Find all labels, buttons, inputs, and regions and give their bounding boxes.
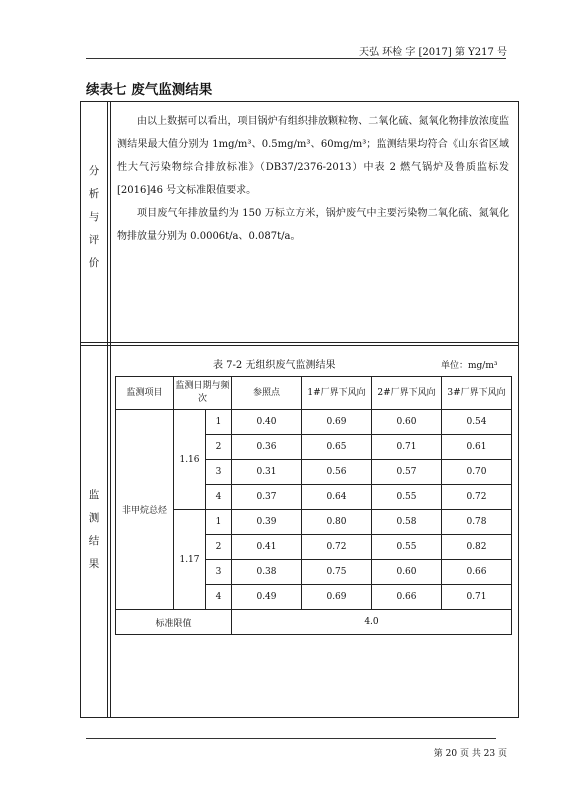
header-cell: 监测项目 bbox=[116, 377, 174, 410]
table-header-row bbox=[116, 377, 512, 410]
analysis-paragraph: 项目废气年排放量约为 150 万标立方米，锅炉废气中主要污染物二氧化硫、氮氧化物排放量分别为 0.0006t/a、0.087t/a。 bbox=[117, 208, 509, 242]
site3-value-cell: 0.54 bbox=[442, 410, 512, 435]
limit-value-cell: 4.0 bbox=[232, 610, 512, 635]
section-title: 续表七 废气监测结果 bbox=[86, 82, 213, 98]
frequency-cell: 4 bbox=[206, 585, 232, 610]
results-section-label bbox=[81, 484, 107, 576]
site3-value-cell: 0.82 bbox=[442, 535, 512, 560]
site3-value-cell: 0.78 bbox=[442, 510, 512, 535]
header-cell: 参照点 bbox=[232, 377, 302, 410]
monitoring-table bbox=[115, 376, 512, 635]
site2-value-cell: 0.57 bbox=[372, 460, 442, 485]
label-char: 析 bbox=[88, 188, 100, 200]
header-cell: 3#厂界下风向 bbox=[442, 377, 512, 410]
site3-value-cell: 0.72 bbox=[442, 485, 512, 510]
table-row bbox=[116, 410, 512, 435]
table-unit: 单位：mg/m³ bbox=[441, 361, 498, 371]
header-divider bbox=[86, 58, 506, 59]
document-reference-number: 天弘 环检 字 [2017] 第 Y217 号 bbox=[358, 47, 507, 58]
header-cell: 2#厂界下风向 bbox=[372, 377, 442, 410]
analysis-text bbox=[117, 110, 509, 248]
date-cell: 1.17 bbox=[174, 510, 206, 610]
site1-value-cell: 0.65 bbox=[302, 435, 372, 460]
reference-value-cell: 0.40 bbox=[232, 410, 302, 435]
standard-limit-row bbox=[116, 610, 512, 635]
site3-value-cell: 0.61 bbox=[442, 435, 512, 460]
frequency-cell: 1 bbox=[206, 510, 232, 535]
site1-value-cell: 0.69 bbox=[302, 585, 372, 610]
header-cell: 1#厂界下风向 bbox=[302, 377, 372, 410]
frequency-cell: 1 bbox=[206, 410, 232, 435]
site2-value-cell: 0.55 bbox=[372, 485, 442, 510]
label-char: 果 bbox=[88, 558, 100, 570]
site1-value-cell: 0.69 bbox=[302, 410, 372, 435]
reference-value-cell: 0.31 bbox=[232, 460, 302, 485]
analysis-section-label bbox=[81, 160, 107, 275]
frequency-cell: 3 bbox=[206, 460, 232, 485]
analysis-paragraph: 由以上数据可以看出，项目锅炉有组织排放颗粒物、二氧化硫、氮氧化物排放浓度监测结果最大值分别为 1mg/m³、0.5mg/m³、60mg/m³；监测结果均符合《山东省区域性大气污染物综合排放标准》（DB37/2376-2013）中表 2 燃气锅炉及鲁质监标发[2016]46 号文标准限值要求。 bbox=[117, 116, 509, 196]
label-char: 结 bbox=[88, 535, 100, 547]
site3-value-cell: 0.66 bbox=[442, 560, 512, 585]
reference-value-cell: 0.41 bbox=[232, 535, 302, 560]
item-name-cell: 非甲烷总烃 bbox=[116, 410, 174, 610]
limit-label-cell: 标准限值 bbox=[116, 610, 232, 635]
site1-value-cell: 0.80 bbox=[302, 510, 372, 535]
reference-value-cell: 0.37 bbox=[232, 485, 302, 510]
reference-value-cell: 0.36 bbox=[232, 435, 302, 460]
reference-value-cell: 0.39 bbox=[232, 510, 302, 535]
site2-value-cell: 0.58 bbox=[372, 510, 442, 535]
table-row bbox=[116, 510, 512, 535]
site1-value-cell: 0.56 bbox=[302, 460, 372, 485]
site2-value-cell: 0.71 bbox=[372, 435, 442, 460]
site3-value-cell: 0.71 bbox=[442, 585, 512, 610]
site2-value-cell: 0.60 bbox=[372, 560, 442, 585]
site2-value-cell: 0.66 bbox=[372, 585, 442, 610]
frequency-cell: 4 bbox=[206, 485, 232, 510]
frequency-cell: 2 bbox=[206, 435, 232, 460]
site2-value-cell: 0.55 bbox=[372, 535, 442, 560]
label-char: 价 bbox=[88, 257, 100, 269]
label-char: 测 bbox=[88, 512, 100, 524]
reference-value-cell: 0.38 bbox=[232, 560, 302, 585]
page-number: 第 20 页 共 23 页 bbox=[433, 749, 507, 759]
label-char: 与 bbox=[88, 211, 100, 223]
site3-value-cell: 0.70 bbox=[442, 460, 512, 485]
label-char: 监 bbox=[88, 489, 100, 501]
site1-value-cell: 0.72 bbox=[302, 535, 372, 560]
site1-value-cell: 0.75 bbox=[302, 560, 372, 585]
frame-divider-vertical-inner bbox=[110, 102, 111, 717]
reference-value-cell: 0.49 bbox=[232, 585, 302, 610]
frame-divider-horizontal bbox=[81, 342, 518, 343]
report-frame bbox=[80, 101, 519, 718]
frequency-cell: 3 bbox=[206, 560, 232, 585]
header-cell: 监测日期与频次 bbox=[174, 377, 232, 410]
date-cell: 1.16 bbox=[174, 410, 206, 510]
site2-value-cell: 0.60 bbox=[372, 410, 442, 435]
footer-divider bbox=[86, 738, 496, 739]
frequency-cell: 2 bbox=[206, 535, 232, 560]
site1-value-cell: 0.64 bbox=[302, 485, 372, 510]
table-caption: 表 7-2 无组织废气监测结果 bbox=[213, 360, 336, 371]
frame-divider-horizontal-inner bbox=[81, 345, 518, 346]
frame-divider-vertical bbox=[107, 102, 108, 717]
label-char: 分 bbox=[88, 165, 100, 177]
label-char: 评 bbox=[88, 234, 100, 246]
